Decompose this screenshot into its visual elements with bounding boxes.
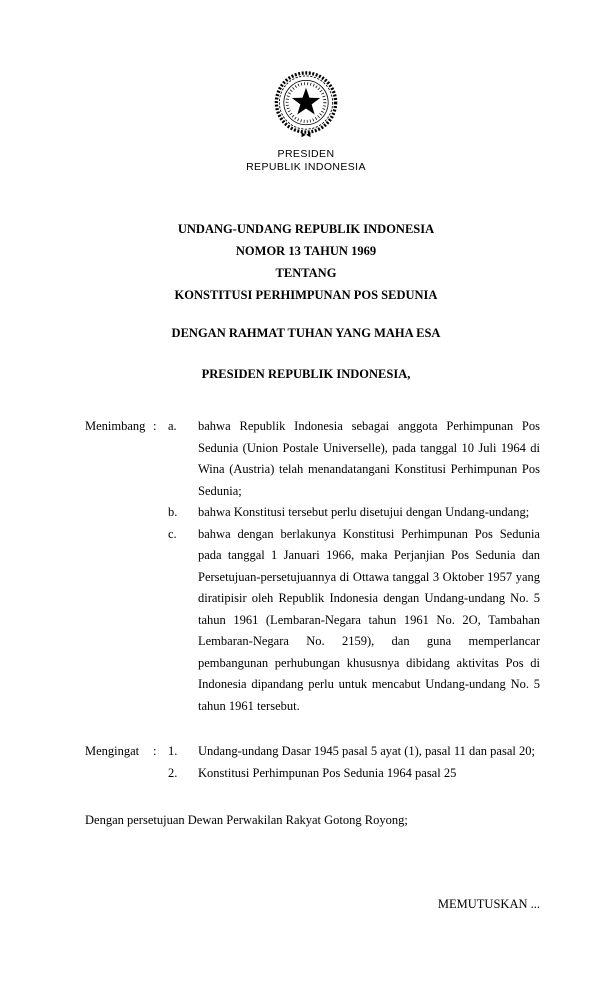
item-text: bahwa Konstitusi tersebut perlu disetujui dengan Undang-undang;: [198, 505, 530, 519]
item-text: bahwa Republik Indonesia sebagai anggota Perhimpunan Pos Sedunia (Union Postale Universelle), pada tanggal 10 Juli 1964 di Wina (Austria) telah menandatangani Konstitusi Perhimpunan Pos Sedunia;: [198, 419, 540, 498]
item-text: bahwa dengan berlakunya Konstitusi Perhimpunan Pos Sedunia pada tanggal 1 Januari 1966, maka Perjanjian Pos Sedunia dan Persetujuan-persetujuannya di Ottawa tanggal 3 Oktober 1957 yang diratipisir oleh Republik Indonesia dengan Undang-undang No. 5 tahun 1961 (Lembaran-Negara tahun 1961 No. 2O, Tambahan Lembaran-Negara No. 2159), dan guna memperlancar pembangunan perhubungan khususnya dibidang aktivitas Pos di Indonesia dipandang perlu untuk mencabut Undang-undang No. 5 tahun 1961 tersebut.: [198, 526, 540, 713]
menimbang-item-c: [85, 524, 540, 718]
memutuskan-line: MEMUTUSKAN ...: [437, 896, 540, 911]
preamble-rahmat: DENGAN RAHMAT TUHAN YANG MAHA ESA: [171, 326, 441, 340]
preamble-presiden: PRESIDEN REPUBLIK INDONESIA,: [201, 367, 411, 381]
item-text: Undang-undang Dasar 1945 pasal 5 ayat (1), pasal 11 dan pasal 20;: [198, 744, 535, 758]
header-presiden-label: PRESIDEN: [277, 148, 335, 160]
menimbang-item-a: [85, 416, 540, 502]
title-law-name: UNDANG-UNDANG REPUBLIK INDONESIA: [177, 222, 435, 236]
presidential-star-emblem-icon: [269, 64, 343, 144]
menimbang-colon: :: [153, 419, 157, 433]
document-header: [0, 0, 612, 174]
mengingat-item-1: [85, 741, 540, 763]
document-title: [0, 218, 612, 306]
title-subject: KONSTITUSI PERHIMPUNAN POS SEDUNIA: [174, 288, 438, 302]
header-text: [0, 148, 612, 174]
header-republik-label: REPUBLIK INDONESIA: [246, 161, 366, 173]
item-marker: a.: [168, 419, 177, 433]
mengingat-section: [85, 741, 540, 784]
menimbang-section: [85, 416, 540, 717]
item-text: Konstitusi Perhimpunan Pos Sedunia 1964 pasal 25: [198, 765, 457, 780]
item-marker: 1.: [168, 744, 178, 758]
mengingat-item-2: [85, 763, 540, 785]
persetujuan-line: Dengan persetujuan Dewan Perwakilan Rakyat Gotong Royong;: [85, 813, 408, 827]
mengingat-label: Mengingat: [85, 744, 140, 758]
menimbang-item-b: [85, 502, 540, 524]
title-tentang: TENTANG: [275, 266, 337, 280]
item-marker: c.: [168, 526, 177, 541]
title-law-number: NOMOR 13 TAHUN 1969: [235, 244, 377, 258]
mengingat-colon: :: [153, 744, 157, 758]
item-marker: b.: [168, 505, 178, 519]
menimbang-label: Menimbang: [85, 419, 146, 433]
document-body: [0, 416, 612, 915]
item-marker: 2.: [168, 765, 178, 780]
